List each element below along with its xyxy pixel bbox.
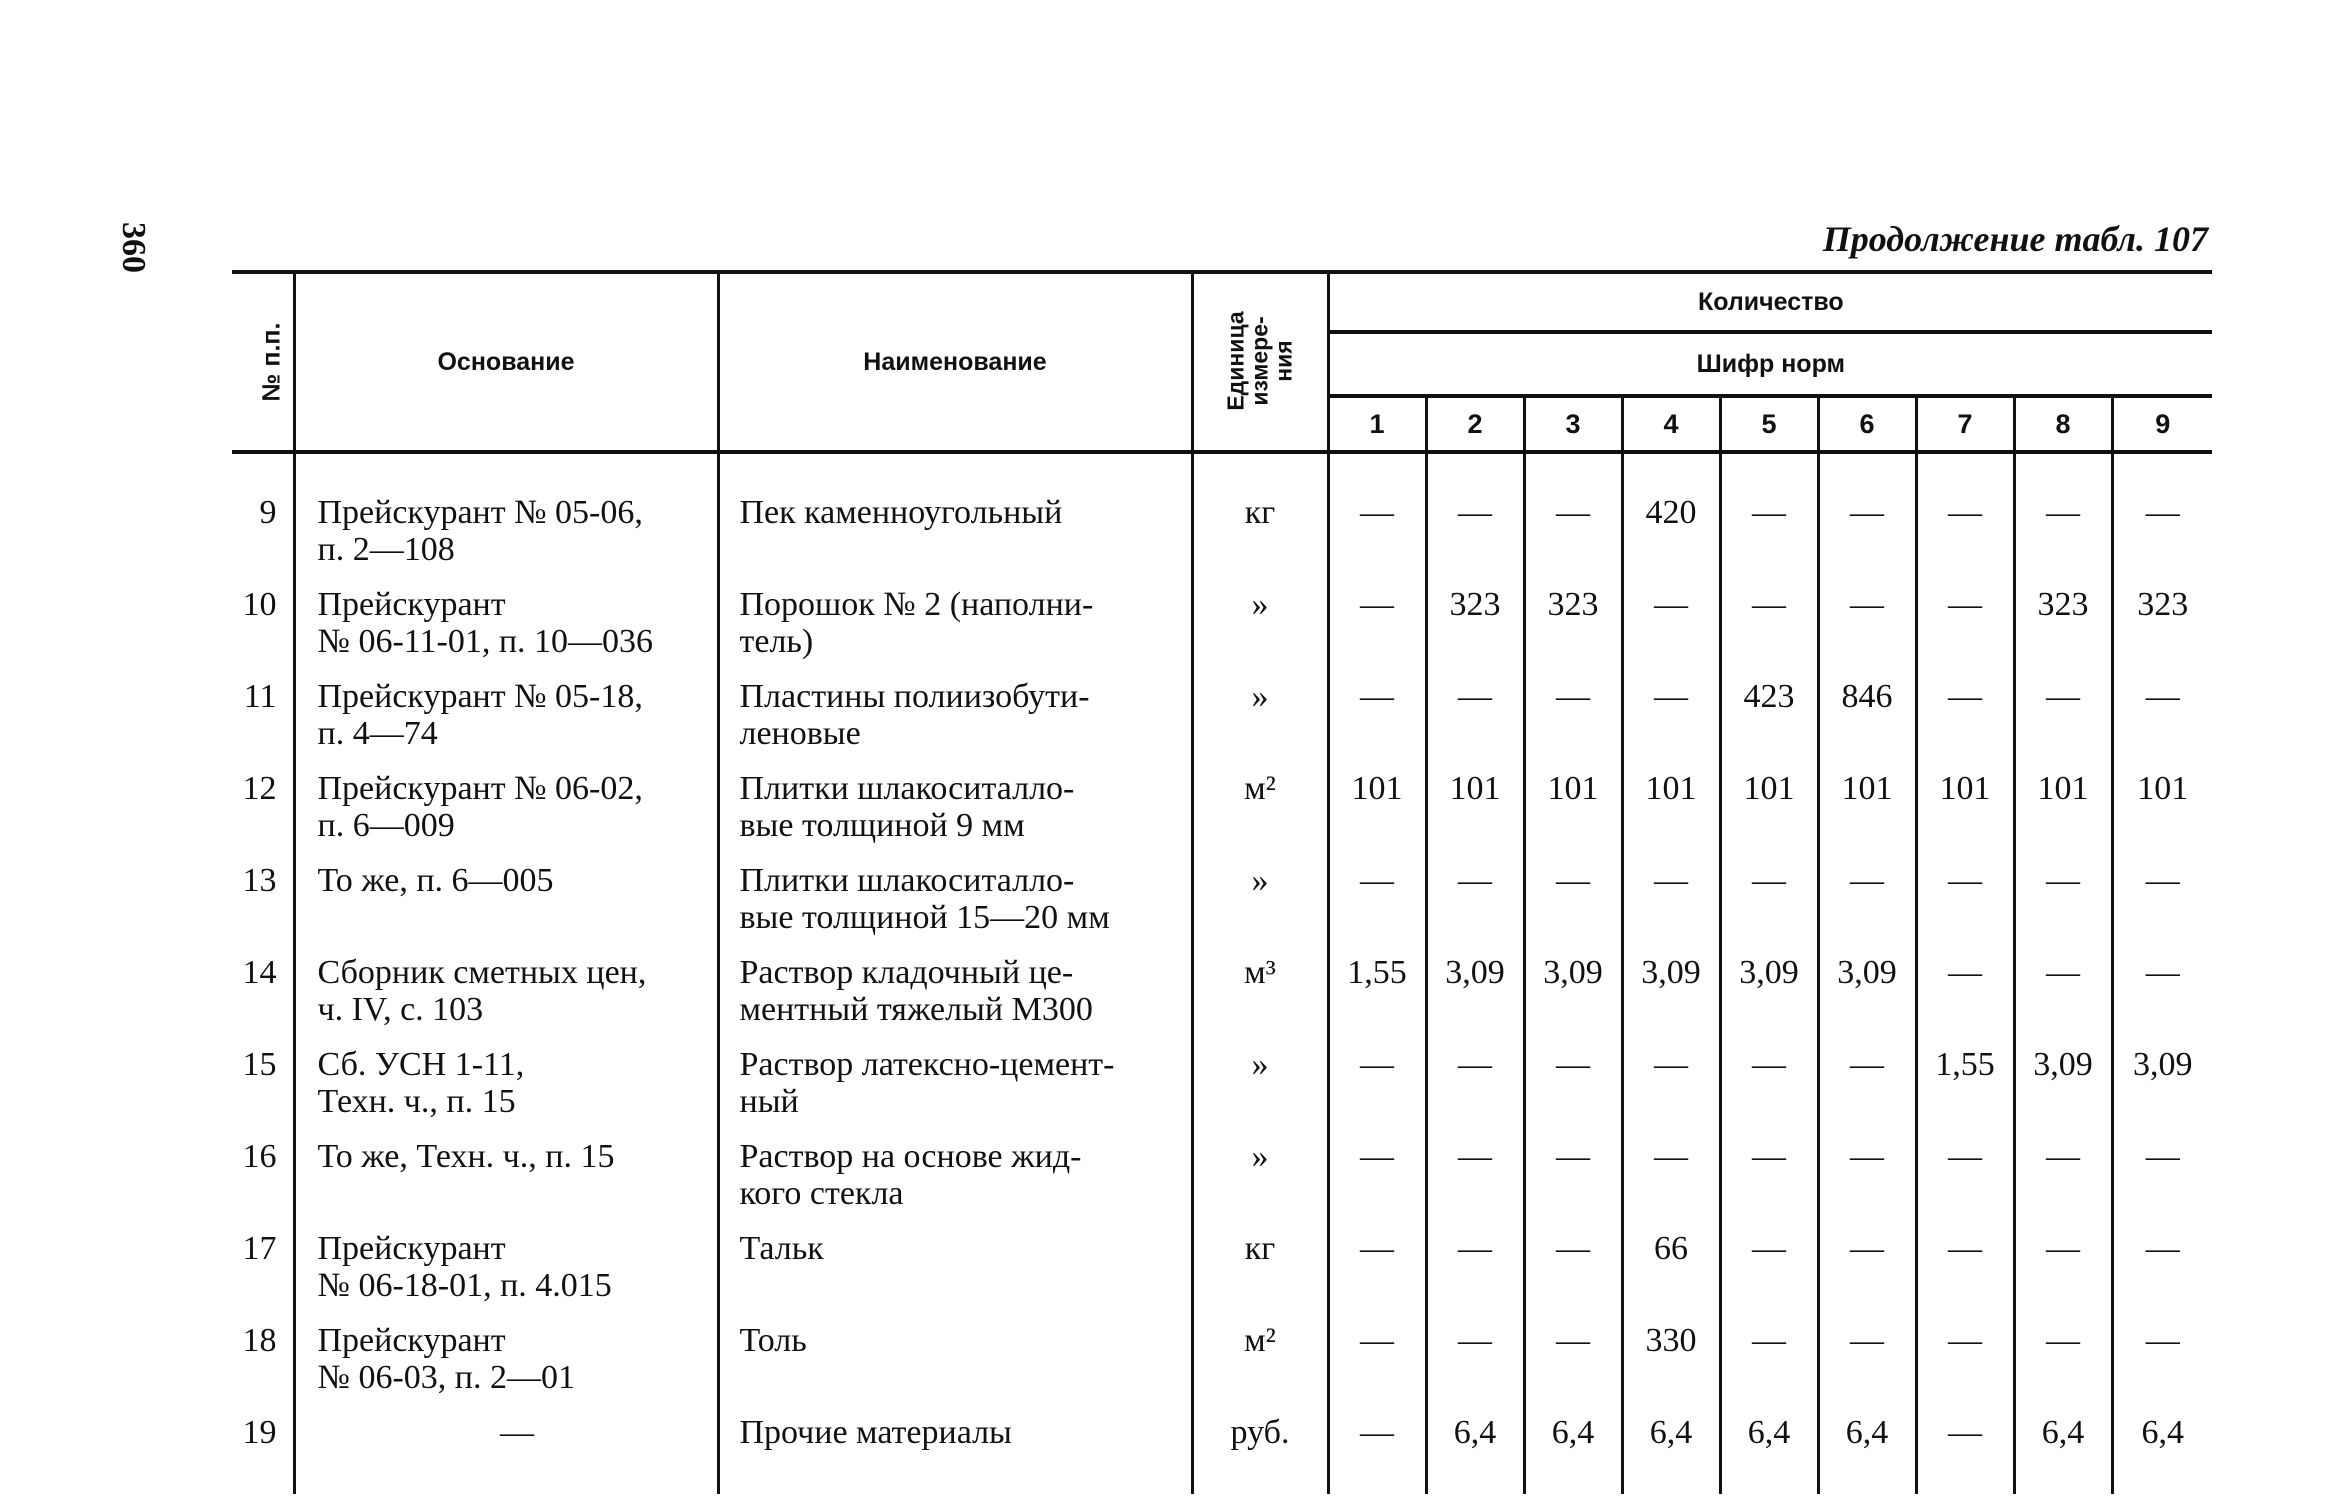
row-quantity-cell: 6,4 xyxy=(1720,1414,1818,1494)
row-quantity-cell: 6,4 xyxy=(1524,1414,1622,1494)
row-basis-line: № 06-18-01, п. 4.015 xyxy=(317,1267,612,1304)
row-basis-line: Прейскурант № 06-02, xyxy=(317,770,643,807)
row-quantity-cell: — xyxy=(1818,1322,1916,1414)
header-column-number: 3 xyxy=(1524,396,1622,452)
row-quantity-cell: — xyxy=(2112,954,2212,1046)
row-name xyxy=(718,586,1192,678)
row-quantity-cell: 3,09 xyxy=(1720,954,1818,1046)
row-basis-line: Сб. УСН 1-11, xyxy=(317,1046,525,1083)
row-quantity-cell: 846 xyxy=(1818,678,1916,770)
header-column-number: 6 xyxy=(1818,396,1916,452)
row-index: 13 xyxy=(242,862,277,899)
row-quantity-cell: 420 xyxy=(1622,452,1720,586)
row-quantity-cell: — xyxy=(1916,586,2014,678)
row-quantity-cell: — xyxy=(2014,452,2112,586)
row-name-line: Плитки шлакоситалло- xyxy=(739,862,1075,899)
row-quantity-cell: 101 xyxy=(1720,770,1818,862)
row-quantity-cell: — xyxy=(2112,452,2212,586)
header-unit-line: измере- xyxy=(1246,315,1273,406)
row-quantity-cell: 6,4 xyxy=(1818,1414,1916,1494)
page-number: 360 xyxy=(115,222,152,273)
table-row xyxy=(232,770,2212,862)
row-basis-line: Прейскурант № 05-18, xyxy=(317,678,643,715)
row-name-line: Тальк xyxy=(739,1230,824,1267)
row-quantity-cell: — xyxy=(1818,1230,1916,1322)
row-name xyxy=(718,862,1192,954)
row-name-line: Раствор латексно-цемент- xyxy=(739,1046,1115,1083)
header-column-number: 5 xyxy=(1720,396,1818,452)
row-quantity-cell: — xyxy=(1818,452,1916,586)
row-name-line: вые толщиной 9 мм xyxy=(739,807,1025,844)
row-quantity-cell: — xyxy=(1720,1138,1818,1230)
row-basis-line: Прейскурант xyxy=(317,1230,506,1267)
header-quantity: Количество xyxy=(1328,272,2212,332)
row-quantity-cell: 101 xyxy=(2112,770,2212,862)
row-name-line: Раствор кладочный це- xyxy=(739,954,1074,991)
row-basis-line: п. 6—009 xyxy=(317,807,455,844)
row-quantity-cell: 6,4 xyxy=(2014,1414,2112,1494)
row-basis-line: Техн. ч., п. 15 xyxy=(317,1083,516,1120)
row-quantity-cell: 101 xyxy=(1328,770,1426,862)
row-quantity-cell: — xyxy=(1524,1322,1622,1414)
row-quantity-cell: 323 xyxy=(2112,586,2212,678)
row-basis xyxy=(294,954,718,1046)
row-quantity-cell: 6,4 xyxy=(1622,1414,1720,1494)
row-quantity-cell: 423 xyxy=(1720,678,1818,770)
header-column-number: 8 xyxy=(2014,396,2112,452)
row-name xyxy=(718,954,1192,1046)
header-name: Наименование xyxy=(718,272,1192,452)
row-unit: » xyxy=(1192,1138,1328,1230)
row-quantity-cell: — xyxy=(1720,1046,1818,1138)
row-quantity-cell: — xyxy=(2014,678,2112,770)
row-quantity-cell: 101 xyxy=(1916,770,2014,862)
row-quantity-cell: — xyxy=(2112,1138,2212,1230)
row-quantity-cell: 66 xyxy=(1622,1230,1720,1322)
row-quantity-cell: 101 xyxy=(1524,770,1622,862)
row-quantity-cell: 101 xyxy=(1818,770,1916,862)
row-basis-line: — xyxy=(500,1414,534,1451)
row-quantity-cell: — xyxy=(1720,862,1818,954)
header-column-number: 2 xyxy=(1426,396,1524,452)
table-header xyxy=(232,272,2212,452)
row-index: 17 xyxy=(242,1230,277,1267)
row-quantity-cell: 101 xyxy=(2014,770,2112,862)
row-quantity-cell: — xyxy=(1916,862,2014,954)
row-basis-line: То же, п. 6—005 xyxy=(317,862,554,899)
row-quantity-cell: — xyxy=(1426,1322,1524,1414)
row-quantity-cell: — xyxy=(1524,678,1622,770)
row-basis-line: ч. IV, с. 103 xyxy=(317,991,484,1028)
row-quantity-cell: — xyxy=(1916,954,2014,1046)
row-quantity-cell: — xyxy=(1622,586,1720,678)
row-quantity-cell: — xyxy=(1622,1138,1720,1230)
row-unit: » xyxy=(1192,678,1328,770)
table-row xyxy=(232,452,2212,586)
row-quantity-cell: 6,4 xyxy=(2112,1414,2212,1494)
row-index: 12 xyxy=(242,770,277,807)
row-name xyxy=(718,1138,1192,1230)
row-unit: кг xyxy=(1192,452,1328,586)
row-name xyxy=(718,678,1192,770)
header-index: № п.п. xyxy=(232,272,294,452)
header-basis: Основание xyxy=(294,272,718,452)
row-quantity-cell: — xyxy=(1622,678,1720,770)
row-quantity-cell: — xyxy=(2014,862,2112,954)
row-basis-line: Прейскурант № 05-06, xyxy=(317,494,643,531)
row-quantity-cell: — xyxy=(2014,1230,2112,1322)
row-quantity-cell: — xyxy=(1524,1230,1622,1322)
row-unit: » xyxy=(1192,586,1328,678)
row-quantity-cell: — xyxy=(1720,452,1818,586)
row-basis xyxy=(294,770,718,862)
row-quantity-cell: — xyxy=(1426,1046,1524,1138)
row-basis-line: п. 4—74 xyxy=(317,715,438,752)
row-unit: руб. xyxy=(1192,1414,1328,1494)
row-quantity-cell: — xyxy=(1916,1230,2014,1322)
row-basis-line: Сборник сметных цен, xyxy=(317,954,647,991)
row-quantity-cell: — xyxy=(1524,1046,1622,1138)
row-quantity-cell: — xyxy=(2112,862,2212,954)
row-quantity-cell: 3,09 xyxy=(1524,954,1622,1046)
row-index: 18 xyxy=(242,1322,277,1359)
table-row xyxy=(232,1322,2212,1414)
row-quantity-cell: — xyxy=(1720,1322,1818,1414)
row-index: 19 xyxy=(242,1414,277,1451)
row-basis-line: Прейскурант xyxy=(317,1322,506,1359)
row-quantity-cell: — xyxy=(1622,1046,1720,1138)
table-row xyxy=(232,954,2212,1046)
row-basis xyxy=(294,452,718,586)
row-quantity-cell: — xyxy=(1818,862,1916,954)
row-quantity-cell: — xyxy=(1426,862,1524,954)
row-name-line: кого стекла xyxy=(739,1175,904,1212)
row-quantity-cell: — xyxy=(1916,1414,2014,1494)
row-quantity-cell: — xyxy=(1328,678,1426,770)
header-column-number: 9 xyxy=(2112,396,2212,452)
row-quantity-cell: — xyxy=(1524,452,1622,586)
row-quantity-cell: — xyxy=(1622,862,1720,954)
row-quantity-cell: — xyxy=(1328,1138,1426,1230)
row-quantity-cell: — xyxy=(1916,1138,2014,1230)
row-quantity-cell: — xyxy=(1426,452,1524,586)
table-row xyxy=(232,862,2212,954)
header-unit-line: ния xyxy=(1270,339,1297,382)
row-quantity-cell: — xyxy=(1720,586,1818,678)
row-basis-line: № 06-11-01, п. 10—036 xyxy=(317,623,654,660)
row-unit: м² xyxy=(1192,770,1328,862)
row-quantity-cell: — xyxy=(1818,1138,1916,1230)
row-quantity-cell: — xyxy=(1426,678,1524,770)
row-basis-line: п. 2—108 xyxy=(317,531,455,568)
row-quantity-cell: — xyxy=(2014,1138,2112,1230)
row-quantity-cell: 1,55 xyxy=(1916,1046,2014,1138)
row-name-line: Пластины полиизобути- xyxy=(739,678,1090,715)
row-quantity-cell: — xyxy=(1328,862,1426,954)
row-unit: кг xyxy=(1192,1230,1328,1322)
row-basis-line: То же, Техн. ч., п. 15 xyxy=(317,1138,615,1175)
row-index: 15 xyxy=(242,1046,277,1083)
row-name xyxy=(718,452,1192,586)
row-quantity-cell: — xyxy=(1426,1138,1524,1230)
row-quantity-cell: — xyxy=(1426,1230,1524,1322)
header-column-number: 4 xyxy=(1622,396,1720,452)
row-quantity-cell: — xyxy=(1524,1138,1622,1230)
header-unit-line: Единица xyxy=(1222,310,1249,411)
row-quantity-cell: — xyxy=(2014,1322,2112,1414)
row-name-line: ментный тяжелый М300 xyxy=(739,991,1093,1028)
row-index: 16 xyxy=(242,1138,277,1175)
norms-table xyxy=(232,270,2212,1494)
row-basis xyxy=(294,1046,718,1138)
row-quantity-cell: — xyxy=(1818,1046,1916,1138)
row-name-line: ный xyxy=(739,1083,799,1120)
row-quantity-cell: — xyxy=(2112,1322,2212,1414)
row-quantity-cell: 3,09 xyxy=(2014,1046,2112,1138)
row-quantity-cell: — xyxy=(1916,452,2014,586)
row-quantity-cell: 323 xyxy=(2014,586,2112,678)
row-quantity-cell: 323 xyxy=(1524,586,1622,678)
row-unit: м² xyxy=(1192,1322,1328,1414)
row-basis xyxy=(294,862,718,954)
table-continuation-caption: Продолжение табл. 107 xyxy=(1822,219,2208,259)
row-name-line: леновые xyxy=(739,715,861,752)
row-quantity-cell: — xyxy=(1720,1230,1818,1322)
row-name xyxy=(718,1414,1192,1494)
row-quantity-cell: 3,09 xyxy=(1622,954,1720,1046)
row-quantity-cell: — xyxy=(1524,862,1622,954)
row-index: 9 xyxy=(259,494,277,531)
row-name-line: Раствор на основе жид- xyxy=(739,1138,1082,1175)
row-basis-line: Прейскурант xyxy=(317,586,506,623)
row-basis xyxy=(294,586,718,678)
row-quantity-cell: — xyxy=(1328,1322,1426,1414)
row-unit: » xyxy=(1192,862,1328,954)
row-name-line: Пек каменноугольный xyxy=(739,494,1063,531)
row-quantity-cell: 323 xyxy=(1426,586,1524,678)
row-quantity-cell: 101 xyxy=(1426,770,1524,862)
row-name-line: тель) xyxy=(739,623,814,660)
header-cipher: Шифр норм xyxy=(1328,332,2212,396)
row-quantity-cell: — xyxy=(1328,452,1426,586)
row-quantity-cell: — xyxy=(2014,954,2112,1046)
row-index: 10 xyxy=(242,586,277,623)
table-row xyxy=(232,1230,2212,1322)
row-quantity-cell: 3,09 xyxy=(1426,954,1524,1046)
row-unit: » xyxy=(1192,1046,1328,1138)
row-name xyxy=(718,1322,1192,1414)
row-quantity-cell: 3,09 xyxy=(1818,954,1916,1046)
table-row xyxy=(232,1414,2212,1494)
row-index: 14 xyxy=(242,954,277,991)
row-index: 11 xyxy=(243,678,277,715)
row-name xyxy=(718,1046,1192,1138)
row-basis xyxy=(294,1230,718,1322)
row-quantity-cell: — xyxy=(2112,678,2212,770)
table-row xyxy=(232,1138,2212,1230)
row-quantity-cell: 3,09 xyxy=(2112,1046,2212,1138)
row-basis xyxy=(294,678,718,770)
norms-table-container xyxy=(232,270,2212,1494)
row-name-line: Толь xyxy=(739,1322,807,1359)
row-name xyxy=(718,770,1192,862)
row-basis xyxy=(294,1414,718,1494)
row-quantity-cell: — xyxy=(1328,586,1426,678)
row-quantity-cell: — xyxy=(1916,678,2014,770)
row-name-line: Порошок № 2 (наполни- xyxy=(739,586,1094,623)
row-quantity-cell: 1,55 xyxy=(1328,954,1426,1046)
row-quantity-cell: — xyxy=(1328,1046,1426,1138)
row-quantity-cell: 101 xyxy=(1622,770,1720,862)
row-quantity-cell: — xyxy=(1916,1322,2014,1414)
table-body xyxy=(232,452,2212,1494)
row-name-line: вые толщиной 15—20 мм xyxy=(739,899,1110,936)
table-row xyxy=(232,586,2212,678)
row-unit: м³ xyxy=(1192,954,1328,1046)
row-quantity-cell: 330 xyxy=(1622,1322,1720,1414)
row-name xyxy=(718,1230,1192,1322)
header-column-number: 1 xyxy=(1328,396,1426,452)
header-unit xyxy=(1192,272,1328,452)
table-row xyxy=(232,678,2212,770)
header-column-number: 7 xyxy=(1916,396,2014,452)
row-basis xyxy=(294,1138,718,1230)
row-name-line: Плитки шлакоситалло- xyxy=(739,770,1075,807)
row-quantity-cell: — xyxy=(1328,1230,1426,1322)
row-quantity-cell: — xyxy=(2112,1230,2212,1322)
row-basis-line: № 06-03, п. 2—01 xyxy=(317,1359,575,1396)
row-quantity-cell: 6,4 xyxy=(1426,1414,1524,1494)
table-row xyxy=(232,1046,2212,1138)
row-name-line: Прочие материалы xyxy=(739,1414,1012,1451)
row-quantity-cell: — xyxy=(1328,1414,1426,1494)
row-basis xyxy=(294,1322,718,1414)
row-quantity-cell: — xyxy=(1818,586,1916,678)
